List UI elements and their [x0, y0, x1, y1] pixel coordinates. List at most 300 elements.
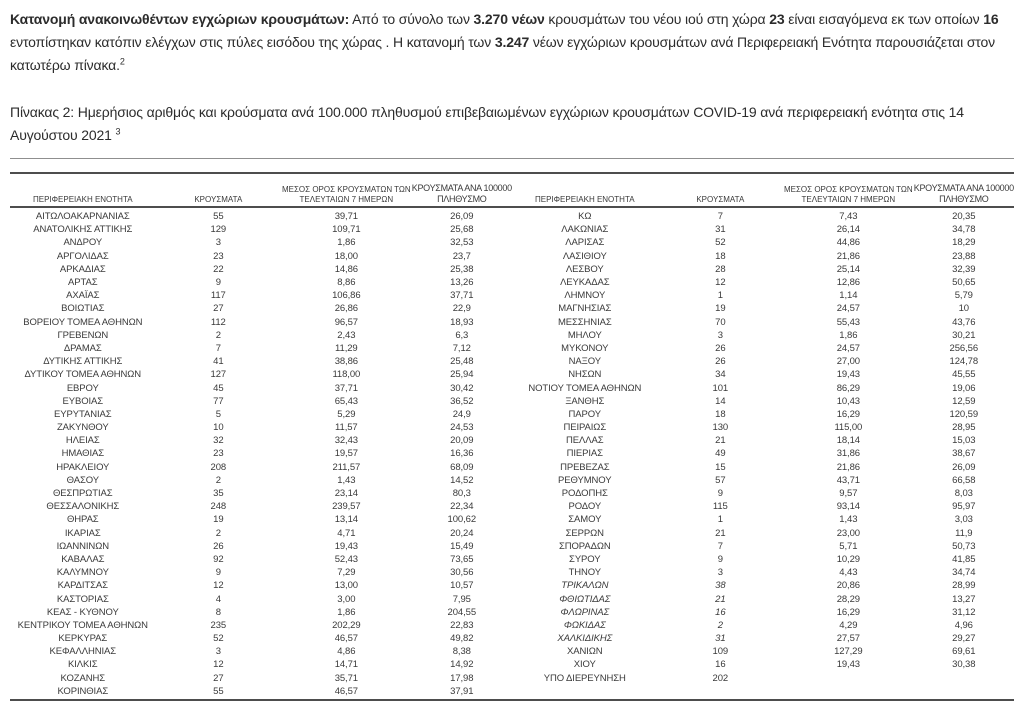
- cell-region: ΜΑΓΝΗΣΙΑΣ: [558, 303, 612, 315]
- cell-per100k: 95,97: [952, 501, 976, 513]
- cell-region: ΣΑΜΟΥ: [568, 514, 602, 526]
- cell-avg7days: 35,71: [334, 672, 358, 684]
- cell-avg7days: 44,86: [836, 237, 860, 249]
- cell-cases: 57: [715, 474, 726, 486]
- cell-avg7days: 26,14: [836, 224, 860, 236]
- cell-per100k: 32,53: [450, 237, 474, 249]
- cell-per100k: 73,65: [450, 553, 474, 565]
- cell-region: ΡΟΔΟΥ: [568, 501, 602, 513]
- cell-avg7days: 10,43: [836, 395, 860, 407]
- cell-region: ΔΥΤΙΚΗΣ ΑΤΤΙΚΗΣ: [43, 356, 123, 368]
- cell-cases: 1: [717, 514, 723, 526]
- table-row: [512, 566, 1014, 579]
- cell-region: ΑΡΓΟΛΙΔΑΣ: [56, 250, 109, 262]
- cell-per100k: 28,95: [952, 422, 976, 434]
- cell-avg7days: 24,57: [836, 342, 860, 354]
- table-row: [10, 316, 512, 329]
- cell-cases: 55: [213, 211, 224, 223]
- cell-region: ΠΕΛΛΑΣ: [566, 435, 604, 447]
- cell-avg7days: 12,86: [836, 277, 860, 289]
- cell-region: ΙΚΑΡΙΑΣ: [64, 527, 101, 539]
- intro-text-segment: Από το σύνολο των: [349, 11, 474, 27]
- table-row: [10, 579, 512, 592]
- cell-per100k: 124,78: [949, 356, 979, 368]
- table-row: [512, 606, 1014, 619]
- table-row: [10, 527, 512, 540]
- cell-cases: 19: [213, 514, 224, 526]
- footnote-ref: 2: [119, 56, 125, 67]
- intro-text-segment: κρουσμάτων του νέου ιού στη χώρα: [544, 11, 770, 27]
- cell-per100k: 25,48: [450, 356, 474, 368]
- cell-cases: 70: [715, 316, 726, 328]
- cell-region: ΚΩ: [578, 211, 592, 223]
- table-row: [10, 672, 512, 685]
- intro-bold-segment: 3.247: [494, 34, 530, 50]
- cell-cases: 1: [717, 290, 723, 302]
- table-row: [512, 421, 1014, 434]
- cell-cases: 38: [715, 580, 726, 592]
- table-row: [10, 381, 512, 394]
- cell-avg7days: 109,71: [332, 224, 361, 236]
- table-row: [512, 223, 1014, 236]
- cell-per100k: 24,53: [450, 422, 474, 434]
- cell-avg7days: 1,86: [839, 329, 858, 341]
- cell-avg7days: 18,14: [836, 435, 860, 447]
- table-header-right: [512, 183, 1014, 206]
- cell-cases: 55: [213, 685, 224, 697]
- table-row: [512, 302, 1014, 315]
- table-row: [512, 461, 1014, 474]
- table-row: [512, 368, 1014, 381]
- cell-cases: 112: [210, 316, 226, 328]
- cell-region: ΚΕΑΣ - ΚΥΘΝΟΥ: [46, 606, 119, 618]
- cell-region: ΛΗΜΝΟΥ: [564, 290, 606, 302]
- cell-per100k: 11,9: [955, 527, 973, 539]
- table-row: [512, 355, 1014, 368]
- table-row: [512, 276, 1014, 289]
- table-row: [512, 250, 1014, 263]
- table-row: [512, 527, 1014, 540]
- cell-region: ΚΕΡΚΥΡΑΣ: [58, 633, 108, 645]
- cell-region: ΘΗΡΑΣ: [66, 514, 99, 526]
- cell-region: ΝΗΣΩΝ: [568, 369, 602, 381]
- cell-avg7days: 19,43: [836, 659, 860, 671]
- cell-per100k: 28,99: [952, 580, 976, 592]
- cell-per100k: 6,3: [455, 329, 469, 341]
- cell-avg7days: 93,14: [836, 501, 860, 513]
- table-row: [512, 658, 1014, 671]
- cell-cases: 3: [717, 329, 723, 341]
- cell-per100k: 29,27: [952, 633, 976, 645]
- cell-region: ΓΡΕΒΕΝΩΝ: [57, 329, 109, 341]
- table-row: [10, 355, 512, 368]
- table-row: [512, 540, 1014, 553]
- cell-per100k: 20,35: [952, 211, 976, 223]
- cell-cases: 22: [213, 263, 224, 275]
- intro-text-segment: νέων εγχώριων κρουσμάτων ανά Περιφερειακή Ενότητα παρουσιάζεται στον κατωτέρω πίνακα.: [10, 34, 995, 73]
- table-row: [10, 645, 512, 658]
- cell-region: ΗΛΕΙΑΣ: [65, 435, 100, 447]
- cell-avg7days: 9,57: [839, 488, 858, 500]
- column-header: ΚΡΟΥΣΜΑΤΑ ΑΝΑ 100000 ΠΛΗΘΥΣΜΟ: [411, 183, 512, 204]
- cell-per100k: 30,42: [450, 382, 474, 394]
- cell-per100k: 26,09: [450, 211, 474, 223]
- cell-cases: 49: [715, 448, 726, 460]
- cell-per100k: 18,93: [450, 316, 474, 328]
- cell-region: ΕΥΡΥΤΑΝΙΑΣ: [54, 408, 112, 420]
- cell-avg7days: 13,14: [334, 514, 358, 526]
- column-header: ΜΕΣΟΣ ΟΡΟΣ ΚΡΟΥΣΜΑΤΩΝ ΤΩΝ ΤΕΛΕΥΤΑΙΩΝ 7 ΗΜΕΡΩΝ: [783, 185, 913, 204]
- table-row: [10, 329, 512, 342]
- cell-per100k: 16,36: [450, 448, 474, 460]
- cell-region: ΚΑΡΔΙΤΣΑΣ: [57, 580, 108, 592]
- cell-avg7days: 4,86: [337, 646, 356, 658]
- cell-avg7days: 14,71: [334, 659, 358, 671]
- cell-cases: 16: [715, 659, 726, 671]
- cell-avg7days: 211,57: [332, 461, 361, 473]
- cell-per100k: 5,79: [954, 290, 973, 302]
- column-header: ΚΡΟΥΣΜΑΤΑ: [696, 194, 745, 204]
- cell-avg7days: 26,86: [334, 303, 358, 315]
- cell-region: ΚΟΖΑΝΗΣ: [60, 672, 106, 684]
- cell-cases: 26: [715, 342, 726, 354]
- cell-region: ΜΗΛΟΥ: [567, 329, 602, 341]
- table-row: [512, 342, 1014, 355]
- cell-avg7days: 5,71: [839, 540, 858, 552]
- cell-avg7days: 16,29: [836, 606, 860, 618]
- intro-paragraph: [10, 8, 1014, 77]
- cell-per100k: 14,52: [450, 474, 474, 486]
- cell-per100k: 13,27: [952, 593, 976, 605]
- cell-region: ΣΕΡΡΩΝ: [565, 527, 604, 539]
- cell-cases: 31: [715, 224, 726, 236]
- cell-cases: 115: [712, 501, 728, 513]
- cell-per100k: 12,59: [952, 395, 976, 407]
- table-row: [10, 236, 512, 249]
- cell-per100k: 7,12: [452, 342, 471, 354]
- cell-cases: 9: [717, 488, 723, 500]
- cell-avg7days: 115,00: [834, 422, 863, 434]
- cell-per100k: 25,38: [450, 263, 474, 275]
- cell-avg7days: 38,86: [334, 356, 358, 368]
- cell-cases: 21: [715, 435, 726, 447]
- cell-avg7days: 2,43: [337, 329, 356, 341]
- table-row: [10, 606, 512, 619]
- cell-per100k: 22,9: [452, 303, 471, 315]
- table-row: [512, 645, 1014, 658]
- cell-cases: 9: [215, 277, 221, 289]
- cell-region: ΤΡΙΚΑΛΩΝ: [561, 580, 609, 592]
- cell-cases: 45: [213, 382, 224, 394]
- cell-cases: 21: [715, 593, 726, 605]
- table-row: [10, 513, 512, 526]
- cell-region: ΗΜΑΘΙΑΣ: [61, 448, 105, 460]
- cell-cases: 9: [717, 553, 723, 565]
- table-row: [512, 632, 1014, 645]
- cell-cases: 12: [213, 659, 224, 671]
- cell-region: ΕΒΡΟΥ: [66, 382, 99, 394]
- table-row: [10, 658, 512, 671]
- cell-cases: 202: [712, 672, 729, 684]
- cell-per100k: 7,95: [452, 593, 471, 605]
- table-row: [10, 566, 512, 579]
- cell-avg7days: 202,29: [332, 619, 361, 631]
- cell-cases: 16: [715, 606, 726, 618]
- cell-cases: 2: [215, 329, 221, 341]
- cell-cases: 2: [717, 619, 723, 631]
- cell-cases: 7: [215, 342, 221, 354]
- cell-cases: 21: [715, 527, 726, 539]
- cell-per100k: 14,92: [450, 659, 474, 671]
- cell-avg7days: 23,14: [334, 488, 358, 500]
- table-row: [512, 487, 1014, 500]
- cell-avg7days: 14,86: [334, 263, 358, 275]
- cell-region: ΚΑΣΤΟΡΙΑΣ: [56, 593, 109, 605]
- cell-per100k: 36,52: [450, 395, 474, 407]
- cell-avg7days: 4,43: [839, 567, 858, 579]
- cell-avg7days: 86,29: [836, 382, 860, 394]
- table-row: [10, 263, 512, 276]
- cell-avg7days: 65,43: [334, 395, 358, 407]
- cell-cases: 12: [213, 580, 224, 592]
- cell-per100k: 41,85: [952, 553, 976, 565]
- table-row: [512, 236, 1014, 249]
- cell-region: ΧΙΟΥ: [573, 659, 596, 671]
- cell-region: ΑΡΚΑΔΙΑΣ: [59, 263, 106, 275]
- cell-avg7days: 7,29: [337, 567, 356, 579]
- cell-avg7days: 19,57: [334, 448, 358, 460]
- cell-avg7days: 19,43: [836, 369, 860, 381]
- cell-avg7days: 5,29: [337, 408, 356, 420]
- table-row: [10, 210, 512, 223]
- cell-region: ΜΥΚΟΝΟΥ: [561, 342, 609, 354]
- cell-cases: 10: [213, 422, 224, 434]
- cell-avg7days: 32,43: [334, 435, 358, 447]
- cell-avg7days: 21,86: [836, 250, 860, 262]
- cell-avg7days: 1,43: [839, 514, 858, 526]
- cell-region: ΦΘΙΩΤΙΔΑΣ: [559, 593, 611, 605]
- cell-cases: 15: [715, 461, 726, 473]
- cell-per100k: 23,7: [452, 250, 471, 262]
- cell-region: ΜΕΣΣΗΝΙΑΣ: [557, 316, 612, 328]
- table-header-row: [10, 174, 1014, 208]
- cell-region: ΤΗΝΟΥ: [568, 567, 602, 579]
- cell-per100k: 17,98: [450, 672, 474, 684]
- cell-avg7days: 8,86: [337, 277, 356, 289]
- cell-region: ΘΕΣΠΡΩΤΙΑΣ: [53, 488, 113, 500]
- column-header: ΚΡΟΥΣΜΑΤΑ ΑΝΑ 100000 ΠΛΗΘΥΣΜΟ: [913, 183, 1014, 204]
- table-row: [512, 553, 1014, 566]
- table-row: [512, 210, 1014, 223]
- cell-avg7days: 96,57: [334, 316, 358, 328]
- column-header: ΜΕΣΟΣ ΟΡΟΣ ΚΡΟΥΣΜΑΤΩΝ ΤΩΝ ΤΕΛΕΥΤΑΙΩΝ 7 ΗΜΕΡΩΝ: [281, 185, 411, 204]
- cell-per100k: 256,56: [949, 342, 979, 354]
- cell-per100k: 25,68: [450, 224, 474, 236]
- cell-cases: 52: [715, 237, 726, 249]
- cell-region: ΚΙΛΚΙΣ: [68, 659, 98, 671]
- cell-per100k: 3,03: [954, 514, 973, 526]
- cell-region: ΠΙΕΡΙΑΣ: [566, 448, 603, 460]
- cell-avg7days: 27,00: [836, 356, 860, 368]
- table-row: [10, 474, 512, 487]
- cell-per100k: 34,78: [952, 224, 976, 236]
- cell-region: ΕΥΒΟΙΑΣ: [62, 395, 104, 407]
- cell-avg7days: 10,29: [836, 553, 860, 565]
- cell-per100k: 204,55: [447, 606, 477, 618]
- cell-per100k: 25,94: [450, 369, 474, 381]
- table-row: [10, 302, 512, 315]
- cell-avg7days: 1,86: [337, 606, 356, 618]
- table-row: [10, 368, 512, 381]
- table-row: [10, 619, 512, 632]
- cell-region: ΒΟΡΕΙΟΥ ΤΟΜΕΑ ΑΘΗΝΩΝ: [23, 316, 143, 328]
- table-row: [512, 329, 1014, 342]
- table-row: [10, 461, 512, 474]
- cell-avg7days: 13,00: [334, 580, 358, 592]
- cell-cases: 31: [715, 633, 726, 645]
- cell-per100k: 22,83: [450, 619, 474, 631]
- cell-region: ΣΠΟΡΑΔΩΝ: [558, 540, 611, 552]
- table-row: [512, 316, 1014, 329]
- cell-per100k: 23,88: [952, 250, 976, 262]
- cell-cases: 26: [213, 540, 224, 552]
- cell-cases: 23: [213, 250, 224, 262]
- intro-bold-segment: 3.270 νέων: [473, 11, 545, 27]
- cell-cases: 7: [717, 211, 723, 223]
- table-row: [512, 474, 1014, 487]
- cell-avg7days: 46,57: [334, 633, 358, 645]
- cell-avg7days: 1,14: [839, 290, 858, 302]
- intro-text-segment: εντοπίστηκαν κατόπιν ελέγχων στις πύλες εισόδου της χώρας . Η κατανομή των: [10, 34, 495, 50]
- cell-cases: 18: [715, 408, 726, 420]
- cell-cases: 5: [215, 408, 221, 420]
- table-body-right: [512, 210, 1014, 685]
- table-row: [512, 408, 1014, 421]
- cell-cases: 12: [715, 277, 726, 289]
- cell-region: ΒΟΙΩΤΙΑΣ: [61, 303, 105, 315]
- cell-cases: 3: [215, 237, 221, 249]
- cell-per100k: 13,26: [450, 277, 474, 289]
- cell-cases: 235: [210, 619, 227, 631]
- column-header: ΠΕΡΙΦΕΡΕΙΑΚΗ ΕΝΟΤΗΤΑ: [32, 194, 133, 204]
- cell-avg7days: 43,71: [836, 474, 860, 486]
- table-row: [10, 500, 512, 513]
- cell-per100k: 50,65: [952, 277, 976, 289]
- cell-region: ΠΕΙΡΑΙΩΣ: [563, 422, 607, 434]
- cell-region: ΘΑΣΟΥ: [66, 474, 99, 486]
- cell-avg7days: 23,00: [836, 527, 860, 539]
- cell-per100k: 22,34: [450, 501, 474, 513]
- table-row: [512, 447, 1014, 460]
- cell-region: ΑΡΤΑΣ: [68, 277, 98, 289]
- cell-region: ΛΑΚΩΝΙΑΣ: [561, 224, 609, 236]
- table-row: [10, 540, 512, 553]
- cell-cases: 18: [715, 250, 726, 262]
- cell-region: ΚΕΝΤΡΙΚΟΥ ΤΟΜΕΑ ΑΘΗΝΩΝ: [17, 619, 148, 631]
- cell-per100k: 8,38: [452, 646, 471, 658]
- cell-cases: 28: [715, 263, 726, 275]
- table-row: [10, 434, 512, 447]
- cell-per100k: 50,73: [952, 540, 976, 552]
- cell-avg7days: 28,29: [836, 593, 860, 605]
- cell-avg7days: 11,57: [335, 422, 358, 434]
- table-row: [512, 434, 1014, 447]
- cell-region: ΚΕΦΑΛΛΗΝΙΑΣ: [49, 646, 117, 658]
- cell-per100k: 38,67: [952, 448, 976, 460]
- cell-per100k: 80,3: [452, 488, 471, 500]
- cell-region: ΡΕΘΥΜΝΟΥ: [558, 474, 612, 486]
- cell-cases: 77: [213, 395, 224, 407]
- cell-avg7days: 25,14: [836, 263, 860, 275]
- cell-per100k: 20,09: [450, 435, 474, 447]
- intro-bold-segment: Κατανομή ανακοινωθέντων εγχώριων κρουσμάτων:: [10, 11, 350, 27]
- cell-region: ΝΟΤΙΟΥ ΤΟΜΕΑ ΑΘΗΝΩΝ: [528, 382, 642, 394]
- table-row: [512, 672, 1014, 685]
- cell-avg7days: 239,57: [332, 501, 361, 513]
- intro-bold-segment: 23: [769, 11, 785, 27]
- cell-avg7days: 11,29: [335, 342, 358, 354]
- cell-cases: 3: [717, 567, 723, 579]
- cell-cases: 117: [210, 290, 226, 302]
- cell-per100k: 8,03: [954, 488, 973, 500]
- intro-bold-segment: 16: [983, 11, 999, 27]
- cell-cases: 19: [715, 303, 726, 315]
- cell-per100k: 26,09: [952, 461, 976, 473]
- cell-avg7days: 52,43: [334, 553, 358, 565]
- cell-per100k: 100,62: [447, 514, 477, 526]
- cell-avg7days: 16,29: [836, 408, 860, 420]
- table-row: [512, 500, 1014, 513]
- cell-per100k: 120,59: [949, 408, 979, 420]
- cell-cases: 130: [712, 422, 729, 434]
- cell-region: ΠΑΡΟΥ: [568, 408, 602, 420]
- cell-cases: 101: [712, 382, 729, 394]
- cell-cases: 208: [210, 461, 227, 473]
- cell-avg7days: 118,00: [332, 369, 361, 381]
- cell-region: ΦΩΚΙΔΑΣ: [563, 619, 606, 631]
- cell-region: ΔΡΑΜΑΣ: [63, 342, 102, 354]
- cell-per100k: 30,38: [952, 659, 976, 671]
- cell-cases: 26: [715, 356, 726, 368]
- table-row: [10, 632, 512, 645]
- cell-region: ΙΩΑΝΝΙΝΩΝ: [56, 540, 109, 552]
- table-row: [10, 289, 512, 302]
- cell-region: ΥΠΟ ΔΙΕΡΕΥΝΗΣΗ: [543, 672, 626, 684]
- cell-cases: 34: [715, 369, 726, 381]
- cell-region: ΛΕΣΒΟΥ: [565, 263, 604, 275]
- cell-cases: 2: [215, 474, 221, 486]
- table-row: [512, 263, 1014, 276]
- section-divider: [10, 158, 1014, 159]
- cell-cases: 2: [215, 527, 221, 539]
- table-row: [10, 553, 512, 566]
- caption-footnote-ref: 3: [115, 126, 121, 137]
- cell-region: ΘΕΣΣΑΛΟΝΙΚΗΣ: [46, 501, 120, 513]
- cell-avg7days: 1,86: [337, 237, 356, 249]
- cell-per100k: 15,49: [450, 540, 474, 552]
- table-row: [512, 289, 1014, 302]
- table-row: [10, 408, 512, 421]
- cell-cases: 7: [717, 540, 723, 552]
- cell-per100k: 4,96: [954, 619, 973, 631]
- cell-region: ΑΝΔΡΟΥ: [63, 237, 103, 249]
- cell-per100k: 10,57: [450, 580, 474, 592]
- cell-avg7days: 24,57: [836, 303, 860, 315]
- cell-avg7days: 21,86: [836, 461, 860, 473]
- cell-cases: 248: [210, 501, 227, 513]
- table-row: [10, 421, 512, 434]
- cell-region: ΧΑΛΚΙΔΙΚΗΣ: [557, 633, 613, 645]
